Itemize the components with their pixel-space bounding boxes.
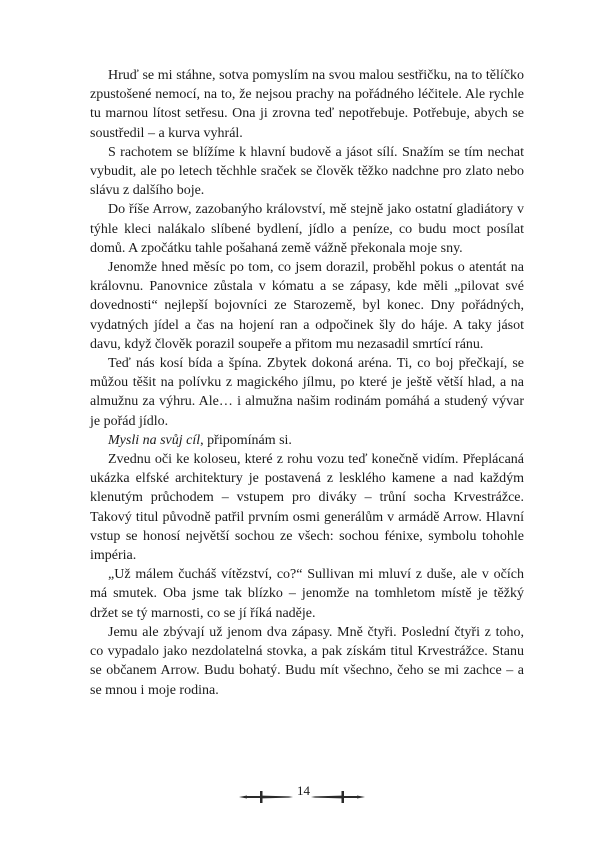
paragraph-7: Zvednu oči ke koloseu, které z rohu vozu teď konečně vidím. Přeplácaná ukázka elfské architektury je postavená z lesklého kamene a nad každým klenutým průchodem – vstupem pro diváky – trůní socha Krvestrážce. Takový titul původně patřil prvním osmi generálům v armádě Arrow. Hlavní vstup se honosí největší sochou ze všech: sochou fénixe, symbolu tohohle impéria.: [90, 452, 524, 564]
body-text: [90, 66, 524, 700]
paragraph-2: S rachotem se blížíme k hlavní budově a jásot sílí. Snažím se tím nechat vybudit, ale po letech těchhle sraček se člověk těžko nadchne pro zlato nebo slávu z dalšího boje.: [90, 144, 524, 199]
paragraph-6: [90, 431, 524, 450]
paragraph-4: Jenomže hned měsíc po tom, co jsem dorazil, proběhl pokus o atentát na královnu. Panovnice zůstala v kómatu a se zápasy, kde měli „pilovat své dovednosti“ nejlepší bojovníci ze Starozemě, byl konec. Dny pořádných, vydatných jídel a čas na hojení ran a odpočinek šly do háje. A taky jásot davu, když člověk porazil soupeře a přitom mu nezasadil smrtící ránu.: [90, 260, 524, 352]
paragraph-9: Jemu ale zbývají už jenom dva zápasy. Mně čtyři. Poslední čtyři z toho, co vypadalo jako nezdolatelná stovka, a pak získám titul Krvestrážce. Stanu se občanem Arrow. Budu bohatý. Budu mít všechno, čeho se mi zachce – a se mnou i moje rodina.: [90, 624, 524, 698]
page-number: 14: [297, 783, 310, 798]
page-footer: [0, 784, 603, 810]
paragraph-6-rest: , připomínám si.: [200, 432, 292, 448]
paragraph-1: Hruď se mi stáhne, sotva pomyslím na svou malou sestřičku, na to tělíčko zpustošené nemocí, na to, že nejsou prachy na pořádného léčitele. Ale rychle tu marnou lítost setřesu. Ona ji zrovna teď nepotřebuje. Potřebuje, abych se soustředil – a kurva vyhrál.: [90, 68, 524, 141]
paragraph-5: Teď nás kosí bída a špína. Zbytek dokoná aréna. Ti, co boj přečkají, se můžou těšit na polívku z magického jílmu, po které je ještě větší hlad, a na almužnu za výhru. Ale… i almužna našim rodinám pomáhá a studený vývar je pořád jídlo.: [90, 356, 524, 429]
paragraph-8: „Už málem čucháš vítězství, co?“ Sullivan mi mluví z duše, ale v očích má smutek. Oba jsme tak blízko – jenomže na tomhletom místě je těžký držet se tý marnosti, co se jí říká naděje.: [90, 567, 524, 621]
italic-thought: Mysli na svůj cíl: [108, 432, 201, 448]
paragraph-3: Do říše Arrow, zazobanýho království, mě stejně jako ostatní gladiátory v týhle kleci nalákalo slíbené bydlení, jídlo a peníze, co budu moct posílat domů. A zpočátku tahle pošahaná země vážně překonala moje sny.: [90, 202, 524, 256]
